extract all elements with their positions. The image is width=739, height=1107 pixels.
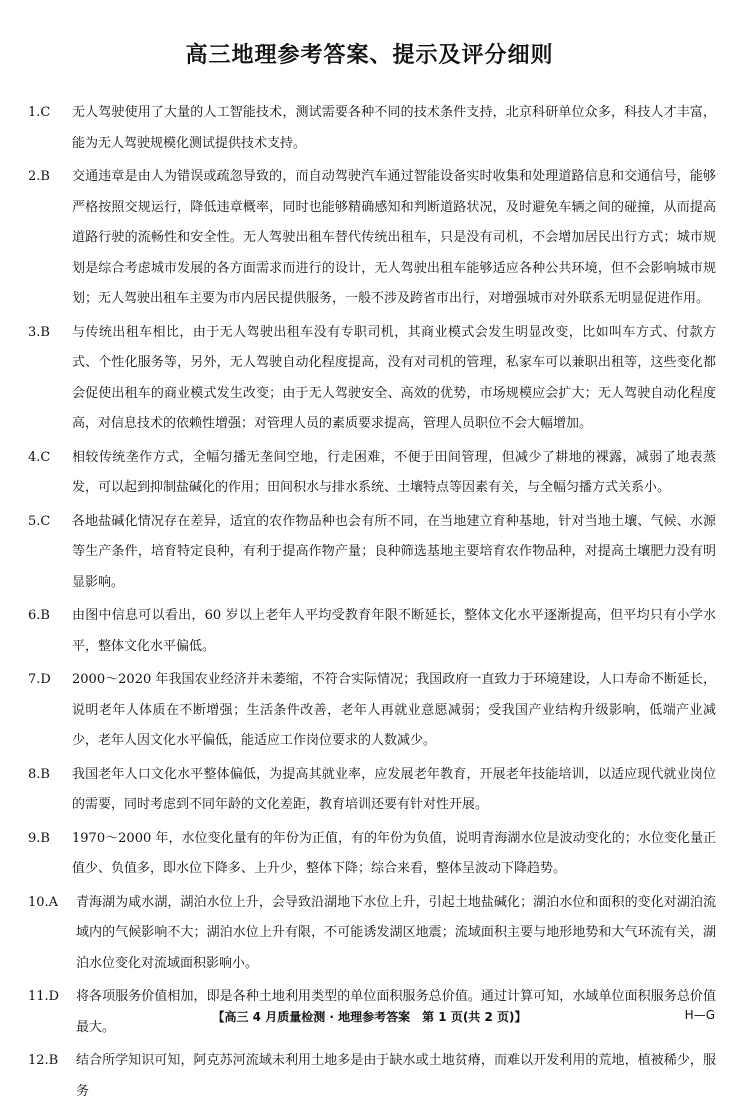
answer-list (28, 98, 716, 1099)
answer-item-9 (28, 824, 716, 885)
answer-explanation: 将各项服务价值相加，即是各种土地利用类型的单位面积服务总价值。通过计算可知，水域单位面积服务总价值最大。 (76, 989, 716, 1035)
answer-number: 6.B (28, 608, 50, 623)
answer-number: 9.B (28, 830, 50, 846)
answer-item-8 (28, 760, 716, 821)
answer-number: 11.D (28, 989, 60, 1004)
answer-item-10 (28, 888, 716, 980)
answer-explanation: 由图中信息可以看出，60 岁以上老年人平均受教育年限不断延长，整体文化水平逐渐提高，但平均只有小学水平，整体文化水平偏低。 (72, 608, 716, 654)
answer-explanation: 各地盐碱化情况存在差异，适宜的农作物品种也会有所不同，在当地建立育种基地，针对当地土壤、气候、水源等生产条件，培育特定良种，有利于提高作物产量；良种筛选基地主要培育农作物品种，对提高土壤肥力没有明显影响。 (72, 513, 716, 590)
answer-explanation: 与传统出租车相比，由于无人驾驶出租车没有专职司机，其商业模式会发生明显改变，比如叫车方式、付款方式、个性化服务等，另外，无人驾驶自动化程度提高，没有对司机的管理，私家车可以兼职出租等，这些变化都会促使出租车的商业模式发生改变；由于无人驾驶安全、高效的优势，市场规模应会扩大；无人驾驶自动化程度高，对信息技术的依赖性增强；对管理人员的素质要求提高，管理人员职位不会大幅增加。 (72, 324, 716, 431)
answer-explanation: 1970～2000 年，水位变化量有的年份为正值，有的年份为负值，说明青海湖水位是波动变化的；水位变化量正值少、负值多，即水位下降多、上升少，整体下降；综合来看，整体呈波动下降趋势。 (72, 830, 716, 876)
answer-number: 8.B (28, 766, 50, 782)
answer-number: 5.C (28, 513, 51, 529)
answer-explanation: 结合所学知识可知，阿克苏河流域未利用土地多是由于缺水或土地贫瘠，而难以开发利用的荒地，植被稀少，服务 (76, 1053, 716, 1099)
answer-number: 10.A (28, 894, 59, 910)
footer-page-info: 【高三 4 月质量检测 · 地理参考答案 第 1 页(共 2 页)】 (212, 1010, 527, 1024)
answer-number: 7.D (28, 672, 51, 687)
answer-item-3 (28, 318, 716, 440)
answer-explanation: 交通违章是由人为错误或疏忽导致的，而自动驾驶汽车通过智能设备实时收集和处理道路信息和交通信号，能够严格按照交规运行，降低违章概率，同时也能够精确感知和判断道路状况，及时避免车辆之间的碰撞，从而提高道路行驶的流畅性和安全性。无人驾驶出租车替代传统出租车，只是没有司机，不会增加居民出行方式；城市规划是综合考虑城市发展的各方面需求而进行的设计，无人驾驶出租车能够适应各种公共环境，但不会影响城市规划；无人驾驶出租车主要为市内居民提供服务，一般不涉及跨省市出行，对增强城市对外联系无明显促进作用。 (72, 169, 716, 306)
answer-item-1 (28, 98, 716, 159)
footer-code: H—G (684, 1008, 715, 1022)
answer-number: 1.C (28, 105, 51, 120)
answer-number: 4.C (28, 449, 51, 465)
answer-item-2 (28, 162, 716, 315)
answer-number: 12.B (28, 1053, 59, 1068)
answer-explanation: 2000～2020 年我国农业经济并未萎缩，不符合实际情况；我国政府一直致力于环境建设，人口寿命不断延长，说明老年人体质在不断增强；生活条件改善，老年人再就业意愿减弱；受我国产业结构升级影响，低端产业减少，老年人因文化水平偏低，能适应工作岗位要求的人数减少。 (72, 672, 716, 748)
answer-explanation: 我国老年人口文化水平整体偏低，为提高其就业率，应发展老年教育，开展老年技能培训，以适应现代就业岗位的需要，同时考虑到不同年龄的文化差距，教育培训还要有针对性开展。 (72, 766, 716, 812)
answer-item-7 (28, 665, 716, 757)
answer-item-12 (28, 1046, 716, 1099)
answer-explanation: 青海湖为咸水湖，湖泊水位上升，会导致沿湖地下水位上升，引起土地盐碱化；湖泊水位和面积的变化对湖泊流域内的气候影响不大；湖泊水位上升有限，不可能诱发湖区地震；流域面积主要与地形地势和大气环流有关，湖泊水位变化对流域面积影响小。 (76, 894, 716, 971)
answer-item-4 (28, 443, 716, 504)
answer-item-5 (28, 507, 716, 599)
page-title: 高三地理参考答案、提示及评分细则 (185, 43, 554, 68)
answer-item-6 (28, 601, 716, 662)
answer-explanation: 相较传统垄作方式，全幅匀播无垄间空地，行走困难，不便于田间管理，但减少了耕地的裸露，减弱了地表蒸发，可以起到抑制盐碱化的作用；田间积水与排水系统、土壤特点等因素有关，与全幅匀播方式关系小。 (72, 449, 716, 495)
answer-explanation: 无人驾驶使用了大量的人工智能技术，测试需要各种不同的技术条件支持，北京科研单位众多，科技人才丰富，能为无人驾驶规模化测试提供技术支持。 (72, 105, 716, 151)
answer-number: 2.B (28, 169, 50, 184)
answer-number: 3.B (28, 324, 50, 340)
